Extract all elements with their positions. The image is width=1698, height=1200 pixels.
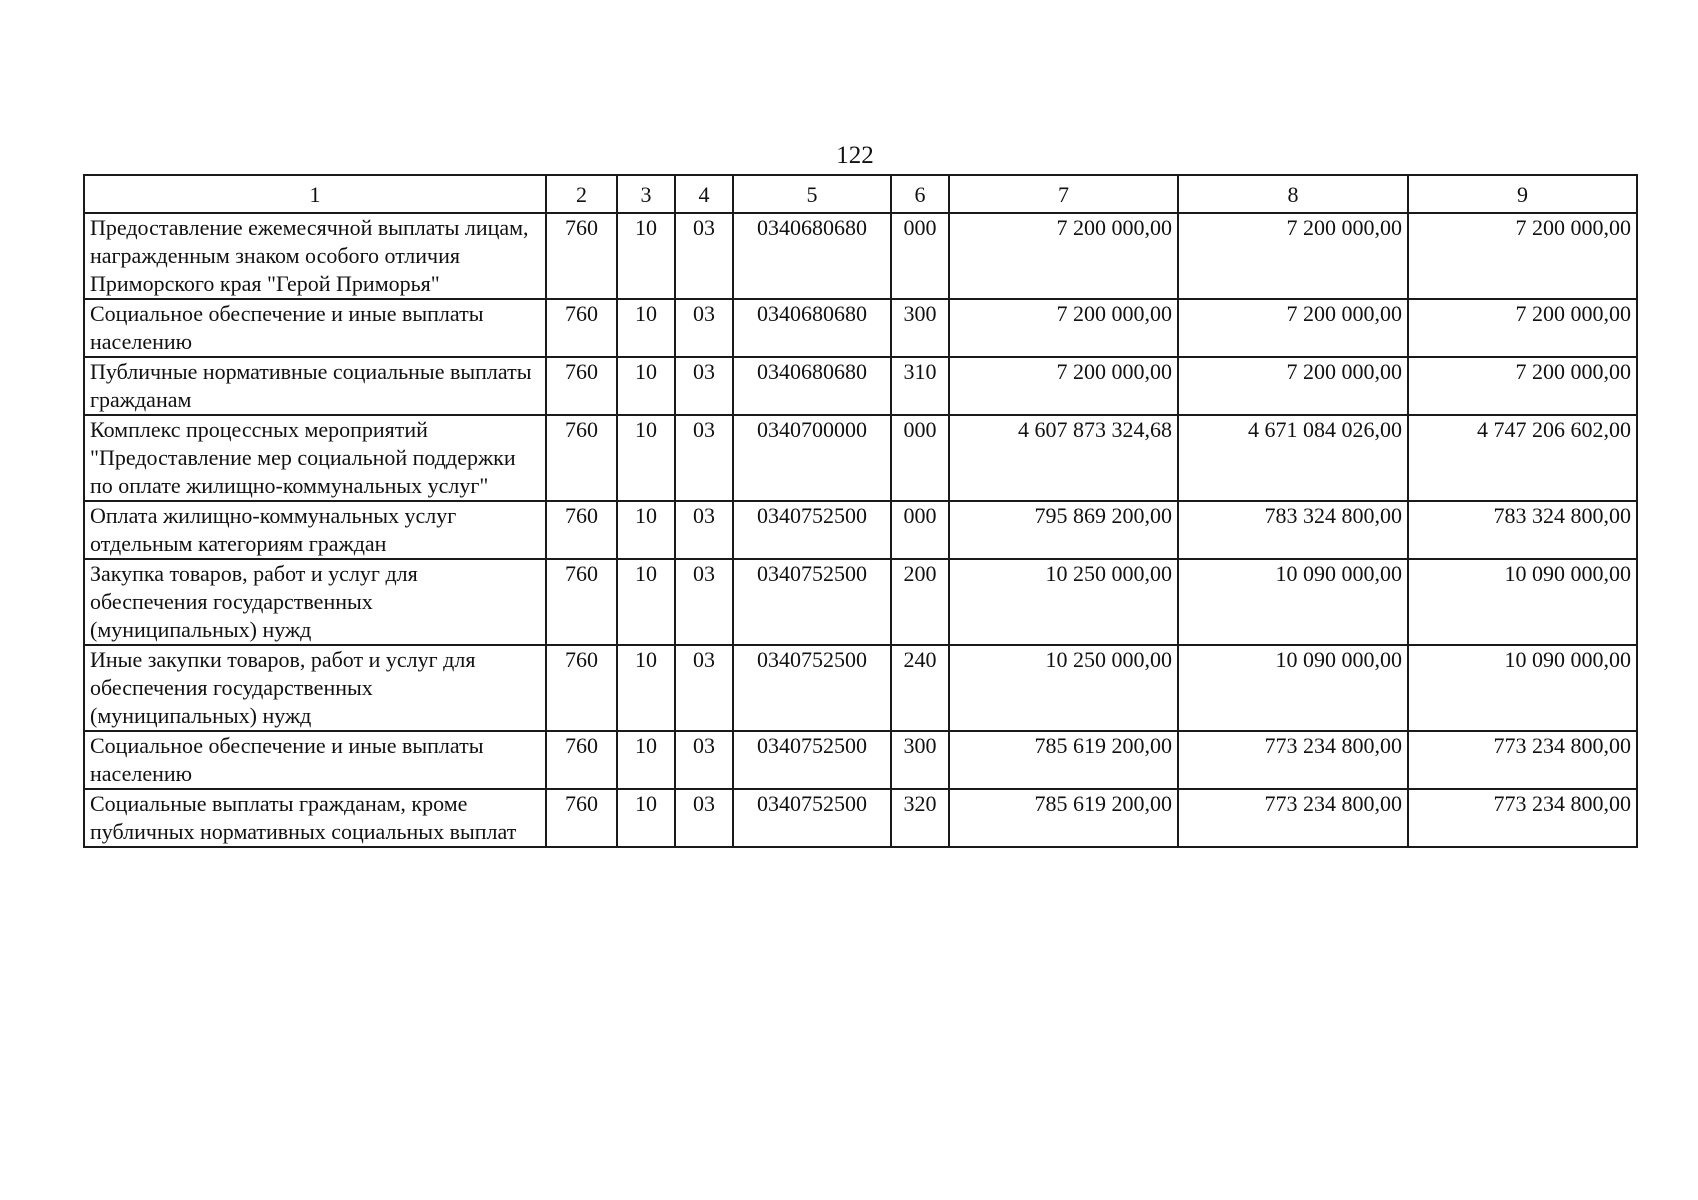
row-description: Публичные нормативные социальные выплаты гражданам	[84, 357, 546, 415]
row-code-3: 10	[617, 357, 675, 415]
row-description: Закупка товаров, работ и услуг для обеспечения государственных (муниципальных) нужд	[84, 559, 546, 645]
row-amount-7: 7 200 000,00	[949, 213, 1178, 299]
column-header: 9	[1408, 175, 1637, 213]
row-code-2: 760	[546, 559, 617, 645]
row-amount-9: 10 090 000,00	[1408, 645, 1637, 731]
row-amount-9: 783 324 800,00	[1408, 501, 1637, 559]
row-amount-8: 7 200 000,00	[1178, 213, 1408, 299]
row-code-5: 0340752500	[733, 789, 891, 847]
row-amount-9: 773 234 800,00	[1408, 789, 1637, 847]
row-amount-8: 10 090 000,00	[1178, 559, 1408, 645]
row-code-4: 03	[675, 501, 733, 559]
row-code-6: 000	[891, 415, 949, 501]
row-code-2: 760	[546, 357, 617, 415]
row-amount-8: 773 234 800,00	[1178, 789, 1408, 847]
row-amount-8: 773 234 800,00	[1178, 731, 1408, 789]
row-code-4: 03	[675, 645, 733, 731]
row-amount-9: 773 234 800,00	[1408, 731, 1637, 789]
row-amount-7: 795 869 200,00	[949, 501, 1178, 559]
row-code-3: 10	[617, 299, 675, 357]
row-amount-8: 783 324 800,00	[1178, 501, 1408, 559]
row-code-3: 10	[617, 645, 675, 731]
row-amount-9: 10 090 000,00	[1408, 559, 1637, 645]
table-row	[84, 299, 1637, 357]
row-amount-7: 10 250 000,00	[949, 559, 1178, 645]
row-code-5: 0340752500	[733, 559, 891, 645]
row-amount-7: 7 200 000,00	[949, 357, 1178, 415]
column-header: 6	[891, 175, 949, 213]
row-code-6: 320	[891, 789, 949, 847]
row-code-4: 03	[675, 731, 733, 789]
row-code-3: 10	[617, 731, 675, 789]
column-header: 2	[546, 175, 617, 213]
header-row	[84, 175, 1637, 213]
row-code-3: 10	[617, 213, 675, 299]
row-code-5: 0340752500	[733, 645, 891, 731]
column-header: 4	[675, 175, 733, 213]
row-code-5: 0340700000	[733, 415, 891, 501]
table-row	[84, 213, 1637, 299]
row-amount-8: 7 200 000,00	[1178, 299, 1408, 357]
row-code-4: 03	[675, 559, 733, 645]
row-code-3: 10	[617, 559, 675, 645]
row-code-4: 03	[675, 299, 733, 357]
row-description: Комплекс процессных мероприятий "Предоставление мер социальной поддержки по оплате жилищно-коммунальных услуг"	[84, 415, 546, 501]
row-code-4: 03	[675, 357, 733, 415]
table-row	[84, 415, 1637, 501]
row-amount-7: 4 607 873 324,68	[949, 415, 1178, 501]
column-header: 5	[733, 175, 891, 213]
row-code-6: 300	[891, 299, 949, 357]
row-code-5: 0340752500	[733, 501, 891, 559]
column-header: 1	[84, 175, 546, 213]
table-row	[84, 645, 1637, 731]
row-amount-7: 785 619 200,00	[949, 731, 1178, 789]
row-code-6: 200	[891, 559, 949, 645]
row-code-6: 000	[891, 213, 949, 299]
page-number: 122	[836, 142, 874, 169]
row-code-3: 10	[617, 415, 675, 501]
row-code-4: 03	[675, 789, 733, 847]
table-row	[84, 559, 1637, 645]
row-amount-9: 4 747 206 602,00	[1408, 415, 1637, 501]
row-code-6: 310	[891, 357, 949, 415]
row-amount-9: 7 200 000,00	[1408, 357, 1637, 415]
row-code-4: 03	[675, 415, 733, 501]
table-row	[84, 501, 1637, 559]
row-code-3: 10	[617, 501, 675, 559]
row-code-2: 760	[546, 645, 617, 731]
row-amount-8: 10 090 000,00	[1178, 645, 1408, 731]
row-code-5: 0340680680	[733, 213, 891, 299]
column-header: 3	[617, 175, 675, 213]
row-amount-9: 7 200 000,00	[1408, 299, 1637, 357]
row-code-3: 10	[617, 789, 675, 847]
column-header: 7	[949, 175, 1178, 213]
column-header: 8	[1178, 175, 1408, 213]
row-code-2: 760	[546, 213, 617, 299]
table-row	[84, 357, 1637, 415]
row-amount-8: 7 200 000,00	[1178, 357, 1408, 415]
row-description: Социальное обеспечение и иные выплаты населению	[84, 299, 546, 357]
table-row	[84, 789, 1637, 847]
row-description: Предоставление ежемесячной выплаты лицам, награжденным знаком особого отличия Приморского края "Герой Приморья"	[84, 213, 546, 299]
row-amount-7: 7 200 000,00	[949, 299, 1178, 357]
row-description: Оплата жилищно-коммунальных услуг отдельным категориям граждан	[84, 501, 546, 559]
row-code-2: 760	[546, 299, 617, 357]
table-row	[84, 731, 1637, 789]
row-code-2: 760	[546, 731, 617, 789]
row-code-6: 300	[891, 731, 949, 789]
row-code-2: 760	[546, 789, 617, 847]
budget-table	[83, 174, 1638, 848]
row-code-2: 760	[546, 415, 617, 501]
row-code-5: 0340680680	[733, 357, 891, 415]
row-code-6: 240	[891, 645, 949, 731]
table-body	[84, 213, 1637, 847]
row-code-5: 0340680680	[733, 299, 891, 357]
row-description: Социальное обеспечение и иные выплаты населению	[84, 731, 546, 789]
row-amount-9: 7 200 000,00	[1408, 213, 1637, 299]
row-code-4: 03	[675, 213, 733, 299]
row-amount-7: 785 619 200,00	[949, 789, 1178, 847]
row-description: Социальные выплаты гражданам, кроме публичных нормативных социальных выплат	[84, 789, 546, 847]
row-amount-7: 10 250 000,00	[949, 645, 1178, 731]
row-code-6: 000	[891, 501, 949, 559]
row-amount-8: 4 671 084 026,00	[1178, 415, 1408, 501]
row-description: Иные закупки товаров, работ и услуг для обеспечения государственных (муниципальных) нужд	[84, 645, 546, 731]
row-code-5: 0340752500	[733, 731, 891, 789]
row-code-2: 760	[546, 501, 617, 559]
